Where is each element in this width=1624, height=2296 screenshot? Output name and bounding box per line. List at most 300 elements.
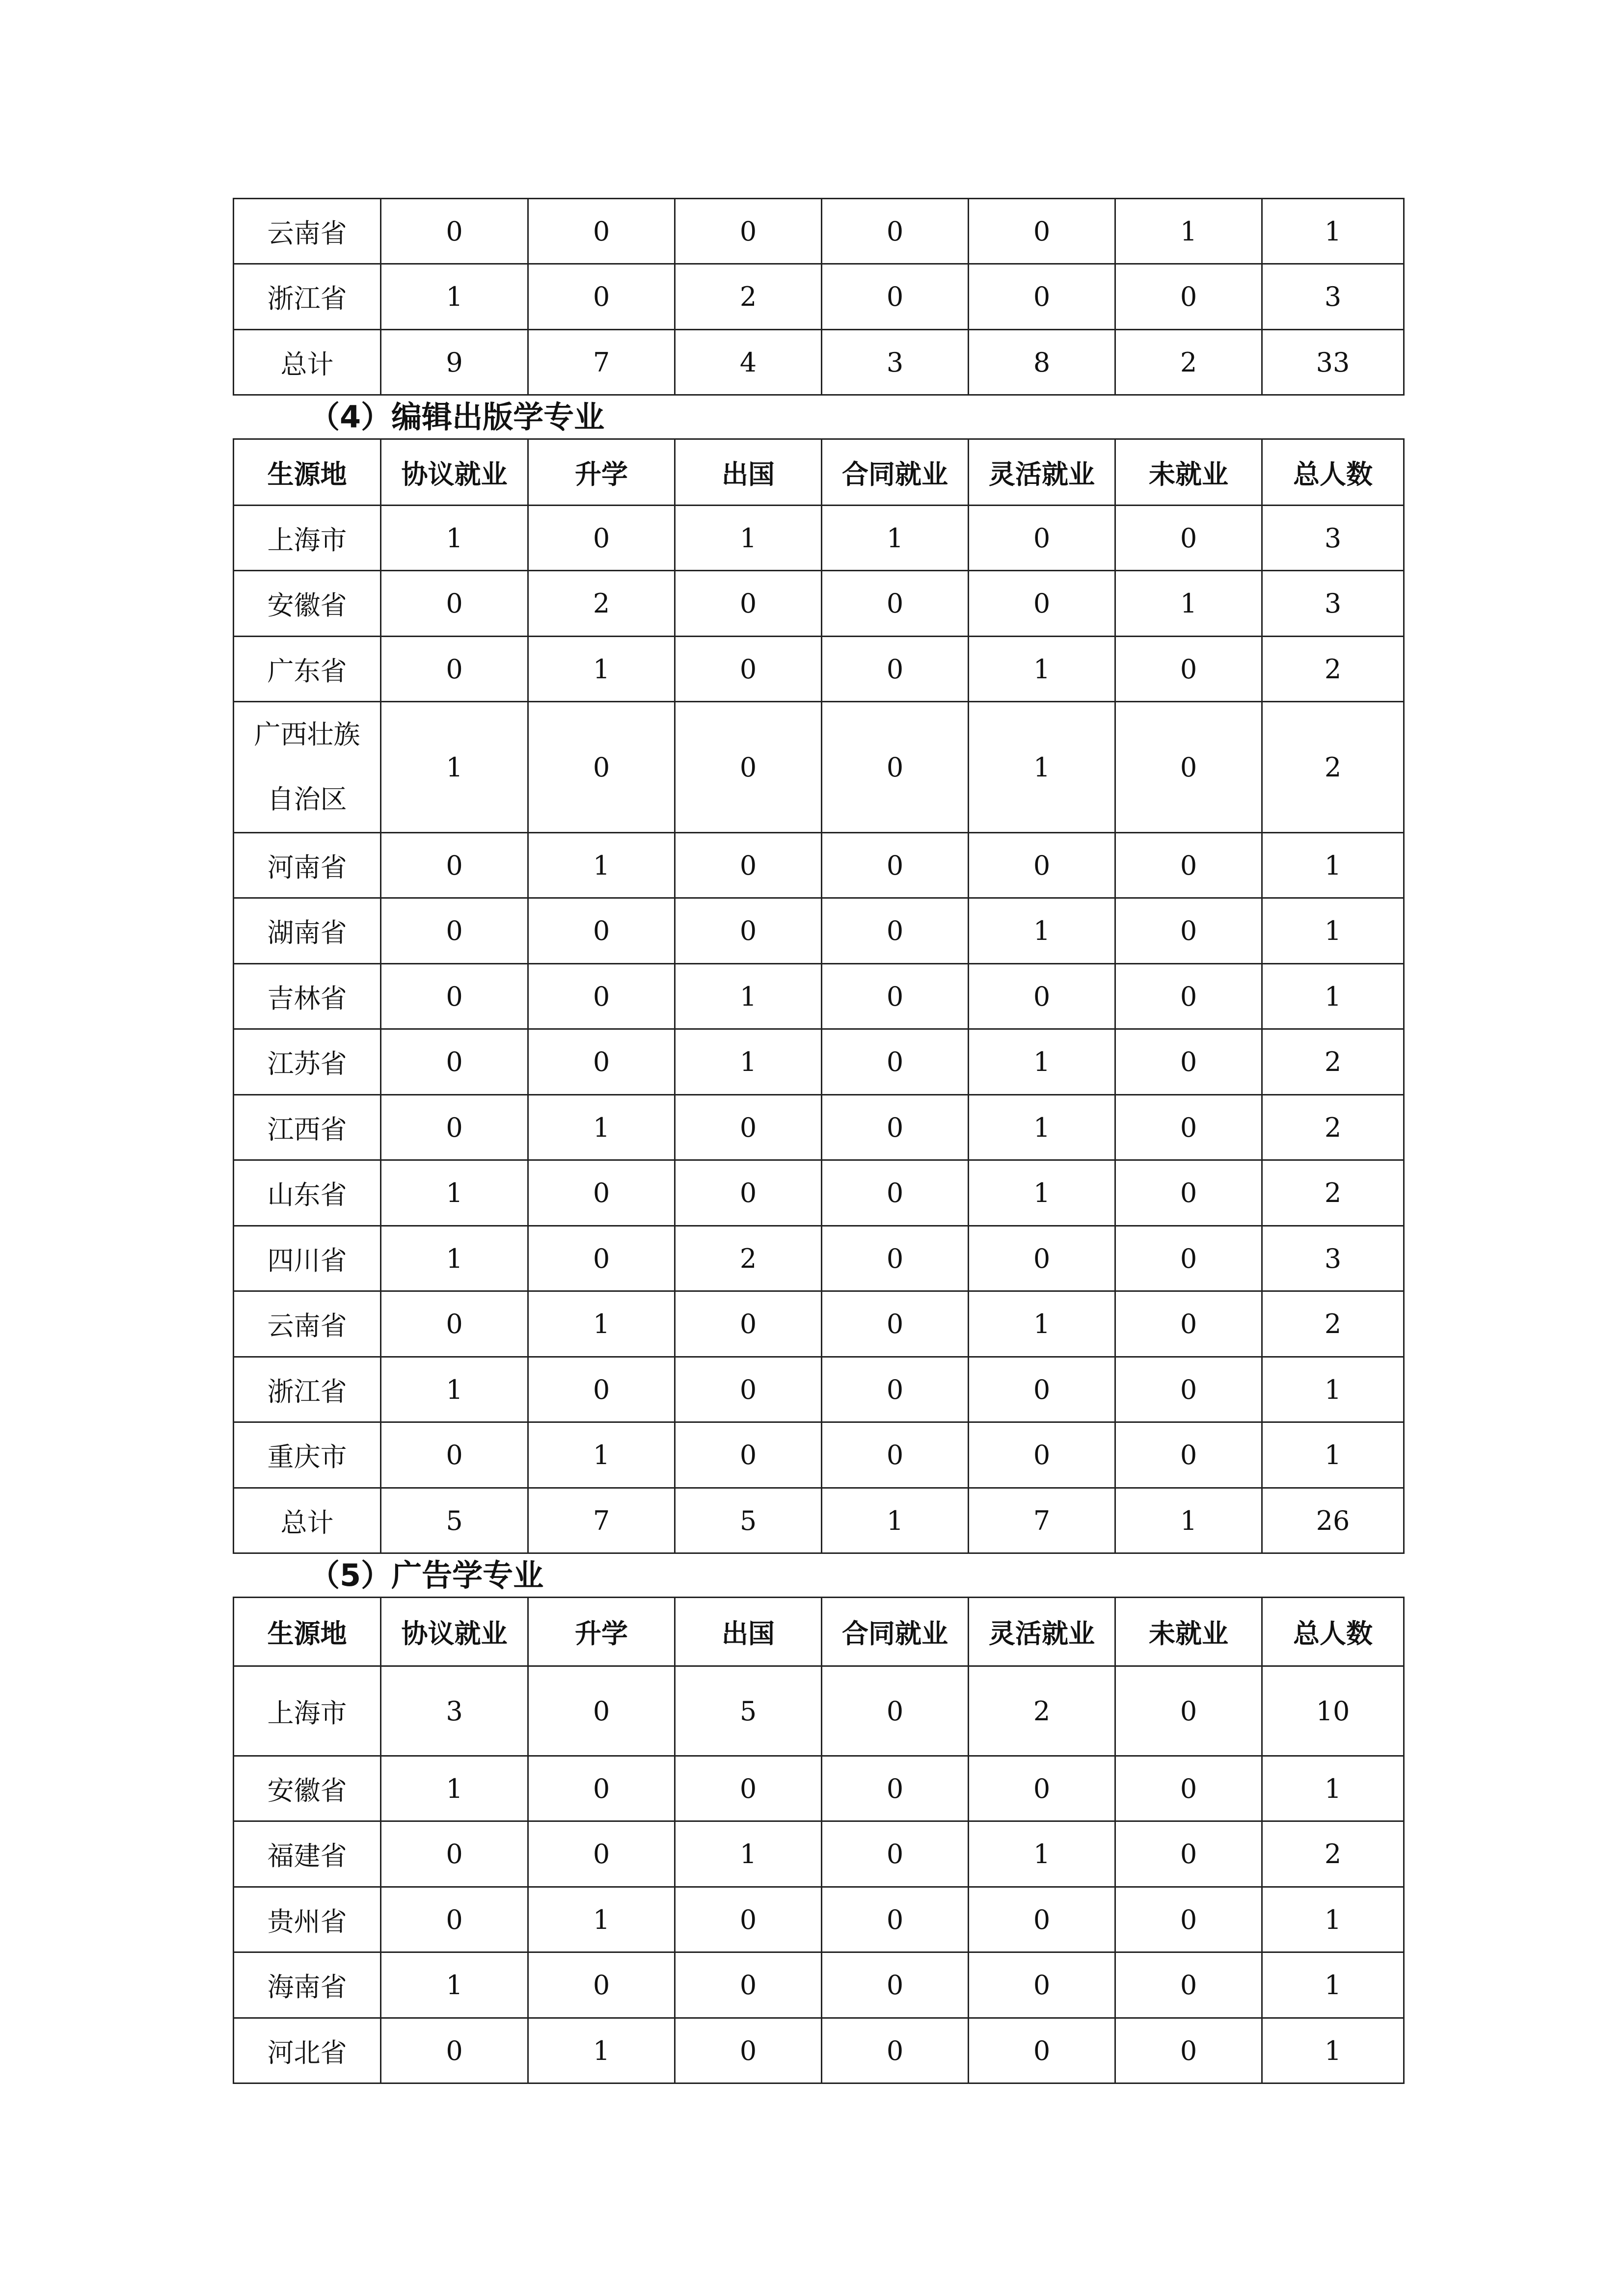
cell-text: 0: [1180, 1440, 1197, 1470]
value-cell: [381, 1291, 528, 1357]
cell-text: 33: [1316, 347, 1350, 378]
value-cell: [822, 1887, 969, 1952]
cell-text: 2: [1324, 1046, 1342, 1077]
cell-text: 1: [1033, 1046, 1051, 1077]
value-cell: [1262, 1357, 1404, 1422]
value-cell: [1115, 1029, 1262, 1095]
value-cell: [969, 1095, 1115, 1160]
value-cell: [822, 1756, 969, 1821]
region-cell: [234, 506, 381, 571]
table-row: [234, 833, 1404, 898]
cell-text: 0: [446, 1046, 463, 1077]
value-cell: [528, 199, 675, 264]
value-cell: [381, 702, 528, 833]
value-cell: [1262, 506, 1404, 571]
cell-text: 1: [593, 1904, 610, 1935]
cell-text: 0: [1180, 281, 1197, 312]
cell-text: 0: [446, 1904, 463, 1935]
value-cell: [969, 898, 1115, 964]
cell-text: 1: [1324, 1440, 1342, 1470]
cell-text: 0: [886, 215, 904, 247]
value-cell: [1115, 1952, 1262, 2018]
region-cell: [234, 1029, 381, 1095]
column-header: 出国: [675, 1598, 822, 1666]
table-row: [234, 571, 1404, 637]
header-row: [234, 1598, 1404, 1666]
table-row: [234, 637, 1404, 702]
cell-text: 1: [593, 2035, 610, 2066]
cell-text: 浙江省: [267, 283, 347, 314]
cell-text: 0: [739, 850, 757, 881]
cell-text: 广东省: [267, 655, 347, 687]
cell-text: 0: [886, 915, 904, 946]
value-cell: [528, 1488, 675, 1553]
column-header: 生源地: [234, 439, 381, 506]
value-cell: [1115, 637, 1262, 702]
value-cell: [969, 833, 1115, 898]
column-header: 总人数: [1262, 1598, 1404, 1666]
cell-text: 福建省: [267, 1841, 347, 1871]
table-row: [234, 898, 1404, 964]
cell-text: 2: [1324, 1177, 1342, 1208]
value-cell: [381, 637, 528, 702]
value-cell: [1115, 1160, 1262, 1226]
value-cell: [822, 1095, 969, 1160]
column-header: 合同就业: [822, 1598, 969, 1666]
column-header: 未就业: [1115, 1598, 1262, 1666]
value-cell: [675, 2018, 822, 2083]
cell-text: 0: [446, 1308, 463, 1339]
cell-text: 0: [1180, 1695, 1197, 1727]
value-cell: [528, 1029, 675, 1095]
value-cell: [381, 1226, 528, 1291]
cell-text: 1: [1033, 653, 1051, 685]
value-cell: [1115, 898, 1262, 964]
value-cell: [822, 264, 969, 330]
cell-text: 0: [886, 1112, 904, 1143]
cell-text: 0: [1180, 915, 1197, 946]
value-cell: [822, 1821, 969, 1887]
cell-text: 0: [886, 1308, 904, 1339]
cell-text: 0: [886, 751, 904, 783]
cell-text: 2: [739, 281, 757, 312]
cell-text: 1: [446, 1177, 463, 1208]
cell-text: 8: [1033, 347, 1051, 378]
cell-text: 1: [1033, 751, 1051, 783]
value-cell: [1115, 1357, 1262, 1422]
value-cell: [822, 1666, 969, 1756]
cell-text: 0: [1180, 981, 1197, 1012]
cell-text: 0: [886, 1177, 904, 1208]
cell-text: 0: [593, 751, 610, 783]
cell-text: 0: [1033, 1970, 1051, 2001]
cell-text: 0: [1180, 850, 1197, 881]
value-cell: [381, 1756, 528, 1821]
cell-text: 重庆市: [267, 1442, 347, 1472]
value-cell: [528, 2018, 675, 2083]
cell-text: 0: [1033, 850, 1051, 881]
value-cell: [969, 1887, 1115, 1952]
cell-text: 0: [886, 850, 904, 881]
cell-text: 0: [1033, 588, 1051, 619]
value-cell: [822, 571, 969, 637]
cell-text: 0: [886, 653, 904, 685]
header-row: [234, 439, 1404, 506]
cell-text: 0: [1180, 2035, 1197, 2066]
cell-text: 0: [886, 1440, 904, 1470]
value-cell: [528, 702, 675, 833]
value-cell: [1115, 1226, 1262, 1291]
region-cell: [234, 1357, 381, 1422]
cell-text: 1: [1324, 215, 1342, 247]
cell-text: 0: [886, 1046, 904, 1077]
value-cell: [822, 964, 969, 1029]
cell-text: 1: [1033, 1112, 1051, 1143]
cell-text: 0: [886, 1970, 904, 2001]
value-cell: [675, 199, 822, 264]
table-row: [234, 506, 1404, 571]
cell-text: 0: [593, 1046, 610, 1077]
cell-text: 3: [1324, 522, 1342, 554]
value-cell: [675, 702, 822, 833]
value-cell: [1115, 571, 1262, 637]
value-cell: [381, 506, 528, 571]
cell-text: 0: [886, 1773, 904, 1804]
cell-text: 0: [1180, 1970, 1197, 2001]
table-row: [234, 1821, 1404, 1887]
value-cell: [822, 199, 969, 264]
cell-text: 总计: [280, 1507, 334, 1538]
value-cell: [675, 506, 822, 571]
cell-text: 1: [593, 653, 610, 685]
cell-text: 2: [1033, 1695, 1051, 1727]
table-row: [234, 2018, 1404, 2083]
cell-text: 0: [593, 522, 610, 554]
table-row: [234, 1291, 1404, 1357]
region-cell: [234, 1488, 381, 1553]
cell-text: 吉林省: [267, 983, 347, 1014]
cell-text: 0: [739, 1308, 757, 1339]
table-row: [234, 964, 1404, 1029]
value-cell: [528, 1756, 675, 1821]
value-cell: [528, 1226, 675, 1291]
cell-text: 0: [1033, 1773, 1051, 1804]
cell-text: 0: [886, 1839, 904, 1869]
value-cell: [1115, 964, 1262, 1029]
value-cell: [1262, 1756, 1404, 1821]
value-cell: [381, 264, 528, 330]
value-cell: [822, 1029, 969, 1095]
cell-text: 1: [1324, 1773, 1342, 1804]
cell-text: 0: [446, 915, 463, 946]
cell-text: 3: [1324, 281, 1342, 312]
cell-text: 0: [1180, 653, 1197, 685]
cell-text: 0: [739, 1970, 757, 2001]
region-cell: [234, 1887, 381, 1952]
cell-text: 0: [1033, 1440, 1051, 1470]
value-cell: [1262, 1666, 1404, 1756]
cell-text: 0: [446, 653, 463, 685]
cell-text: 0: [739, 915, 757, 946]
value-cell: [381, 2018, 528, 2083]
region-cell: [234, 1952, 381, 2018]
cell-text: 2: [1324, 751, 1342, 783]
cell-text: 0: [886, 588, 904, 619]
cell-text: 1: [1033, 915, 1051, 946]
cell-text: 1: [1180, 1505, 1197, 1536]
total-row: [234, 330, 1404, 395]
cell-text: 1: [446, 281, 463, 312]
table-editing-publishing: [233, 438, 1405, 1554]
column-header: 协议就业: [381, 1598, 528, 1666]
value-cell: [381, 1095, 528, 1160]
table-row: [234, 1357, 1404, 1422]
value-cell: [822, 1291, 969, 1357]
value-cell: [969, 1357, 1115, 1422]
cell-text: 1: [739, 522, 757, 554]
cell-text: 0: [1033, 981, 1051, 1012]
value-cell: [1262, 1952, 1404, 2018]
value-cell: [381, 1029, 528, 1095]
value-cell: [675, 264, 822, 330]
cell-text: 0: [1180, 1773, 1197, 1804]
value-cell: [969, 1422, 1115, 1488]
cell-text: 0: [446, 1440, 463, 1470]
value-cell: [675, 1887, 822, 1952]
value-cell: [528, 1887, 675, 1952]
cell-text: 1: [1033, 1308, 1051, 1339]
value-cell: [1115, 1095, 1262, 1160]
cell-text: 总计: [280, 348, 334, 380]
value-cell: [1115, 1291, 1262, 1357]
cell-text: 1: [1324, 1904, 1342, 1935]
cell-text: 0: [446, 215, 463, 247]
cell-text: 0: [886, 1904, 904, 1935]
cell-text: 云南省: [267, 217, 347, 249]
cell-text: 0: [593, 1773, 610, 1804]
value-cell: [528, 964, 675, 1029]
cell-text: 1: [446, 1374, 463, 1405]
value-cell: [675, 1821, 822, 1887]
value-cell: [1262, 1226, 1404, 1291]
region-cell: [234, 1821, 381, 1887]
value-cell: [675, 637, 822, 702]
cell-text: 5: [739, 1695, 757, 1727]
value-cell: [528, 330, 675, 395]
cell-text: 1: [1180, 215, 1197, 247]
cell-text: 1: [1324, 2035, 1342, 2066]
region-cell: [234, 702, 381, 833]
value-cell: [969, 2018, 1115, 2083]
value-cell: [969, 506, 1115, 571]
cell-text: 0: [1033, 215, 1051, 247]
cell-text: 9: [446, 347, 463, 378]
value-cell: [822, 1488, 969, 1553]
value-cell: [675, 330, 822, 395]
column-header: 总人数: [1262, 439, 1404, 506]
cell-text: 湖南省: [267, 917, 347, 948]
cell-text: 0: [593, 1177, 610, 1208]
value-cell: [1262, 1887, 1404, 1952]
cell-text: 0: [886, 281, 904, 312]
value-cell: [969, 1029, 1115, 1095]
value-cell: [822, 637, 969, 702]
cell-text: 0: [1180, 1046, 1197, 1077]
column-header: 灵活就业: [969, 1598, 1115, 1666]
cell-text: 0: [886, 2035, 904, 2066]
cell-text: 河南省: [267, 852, 347, 883]
cell-text: 2: [1180, 347, 1197, 378]
region-cell: [234, 898, 381, 964]
cell-text: 0: [1180, 1112, 1197, 1143]
table-row: [234, 1952, 1404, 2018]
value-cell: [822, 506, 969, 571]
cell-text: 0: [1180, 751, 1197, 783]
value-cell: [528, 1357, 675, 1422]
value-cell: [1115, 506, 1262, 571]
region-cell: [234, 1666, 381, 1756]
value-cell: [1262, 1488, 1404, 1553]
column-header: 生源地: [234, 1598, 381, 1666]
total-row: [234, 1488, 1404, 1553]
cell-text: 5: [739, 1505, 757, 1536]
cell-text: 0: [739, 215, 757, 247]
value-cell: [1262, 264, 1404, 330]
value-cell: [1115, 1488, 1262, 1553]
value-cell: [528, 833, 675, 898]
table-row: [234, 1756, 1404, 1821]
value-cell: [1262, 1160, 1404, 1226]
region-cell: [234, 2018, 381, 2083]
cell-text: 0: [593, 1695, 610, 1727]
value-cell: [1262, 1291, 1404, 1357]
cell-text: 安徽省: [267, 590, 347, 621]
value-cell: [675, 964, 822, 1029]
cell-text: 0: [446, 2035, 463, 2066]
cell-text: 3: [1324, 588, 1342, 619]
cell-text: 海南省: [267, 1972, 347, 2002]
value-cell: [381, 1488, 528, 1553]
value-cell: [1115, 833, 1262, 898]
value-cell: [1115, 1666, 1262, 1756]
cell-text: 0: [739, 588, 757, 619]
table-row: [234, 1160, 1404, 1226]
value-cell: [381, 1887, 528, 1952]
region-cell: [234, 1291, 381, 1357]
value-cell: [969, 571, 1115, 637]
value-cell: [675, 1952, 822, 2018]
value-cell: [822, 702, 969, 833]
cell-text: 0: [593, 981, 610, 1012]
value-cell: [381, 964, 528, 1029]
cell-text: 0: [1033, 281, 1051, 312]
region-cell: [234, 1422, 381, 1488]
cell-text: 0: [1180, 1839, 1197, 1869]
value-cell: [969, 330, 1115, 395]
value-cell: [1115, 199, 1262, 264]
cell-text: 1: [1324, 1970, 1342, 2001]
column-header: 协议就业: [381, 439, 528, 506]
cell-text: 1: [1180, 588, 1197, 619]
value-cell: [675, 1666, 822, 1756]
value-cell: [1115, 1756, 1262, 1821]
cell-text: 0: [739, 653, 757, 685]
table-row: [234, 1422, 1404, 1488]
table-row: [234, 199, 1404, 264]
cell-text: 10: [1316, 1695, 1350, 1727]
cell-text: 0: [1180, 1177, 1197, 1208]
cell-text: 0: [593, 915, 610, 946]
cell-text: 7: [593, 1505, 610, 1536]
cell-text: 1: [446, 1773, 463, 1804]
value-cell: [528, 898, 675, 964]
cell-text: 1: [446, 751, 463, 783]
value-cell: [1262, 1029, 1404, 1095]
cell-text: 0: [739, 1773, 757, 1804]
cell-text: 上海市: [267, 1697, 347, 1729]
cell-text: 3: [446, 1695, 463, 1727]
cell-text: 1: [593, 850, 610, 881]
cell-text: 0: [446, 1112, 463, 1143]
value-cell: [822, 1160, 969, 1226]
cell-text: 0: [886, 981, 904, 1012]
cell-text: 四川省: [267, 1245, 347, 1276]
cell-text: 浙江省: [267, 1376, 347, 1407]
cell-text: 5: [446, 1505, 463, 1536]
region-cell: [234, 833, 381, 898]
cell-text: 1: [593, 1308, 610, 1339]
cell-text: 1: [1324, 981, 1342, 1012]
cell-text: 河北省: [267, 2037, 347, 2068]
cell-text: 1: [446, 1970, 463, 2001]
value-cell: [381, 1357, 528, 1422]
column-header: 未就业: [1115, 439, 1262, 506]
value-cell: [1262, 898, 1404, 964]
value-cell: [969, 964, 1115, 1029]
cell-text: 0: [739, 1904, 757, 1935]
cell-text: 3: [1324, 1243, 1342, 1274]
value-cell: [822, 2018, 969, 2083]
value-cell: [1115, 264, 1262, 330]
value-cell: [1262, 199, 1404, 264]
value-cell: [528, 506, 675, 571]
table-row: [234, 1095, 1404, 1160]
value-cell: [969, 702, 1115, 833]
value-cell: [675, 1029, 822, 1095]
cell-text: 7: [593, 347, 610, 378]
cell-text: 0: [886, 1695, 904, 1727]
value-cell: [1262, 833, 1404, 898]
cell-text: 0: [446, 588, 463, 619]
value-cell: [381, 898, 528, 964]
column-header: 升学: [528, 1598, 675, 1666]
region-cell: [234, 264, 381, 330]
value-cell: [528, 1821, 675, 1887]
cell-text: 安徽省: [267, 1775, 347, 1806]
value-cell: [675, 1756, 822, 1821]
value-cell: [675, 1488, 822, 1553]
column-header: 出国: [675, 439, 822, 506]
value-cell: [969, 1821, 1115, 1887]
value-cell: [1262, 1821, 1404, 1887]
section-5-heading: （5）广告学专业: [309, 1557, 544, 1593]
cell-text: 1: [1033, 1177, 1051, 1208]
value-cell: [969, 1756, 1115, 1821]
value-cell: [528, 1095, 675, 1160]
cell-text: 1: [739, 981, 757, 1012]
cell-text: 0: [739, 2035, 757, 2066]
value-cell: [969, 637, 1115, 702]
